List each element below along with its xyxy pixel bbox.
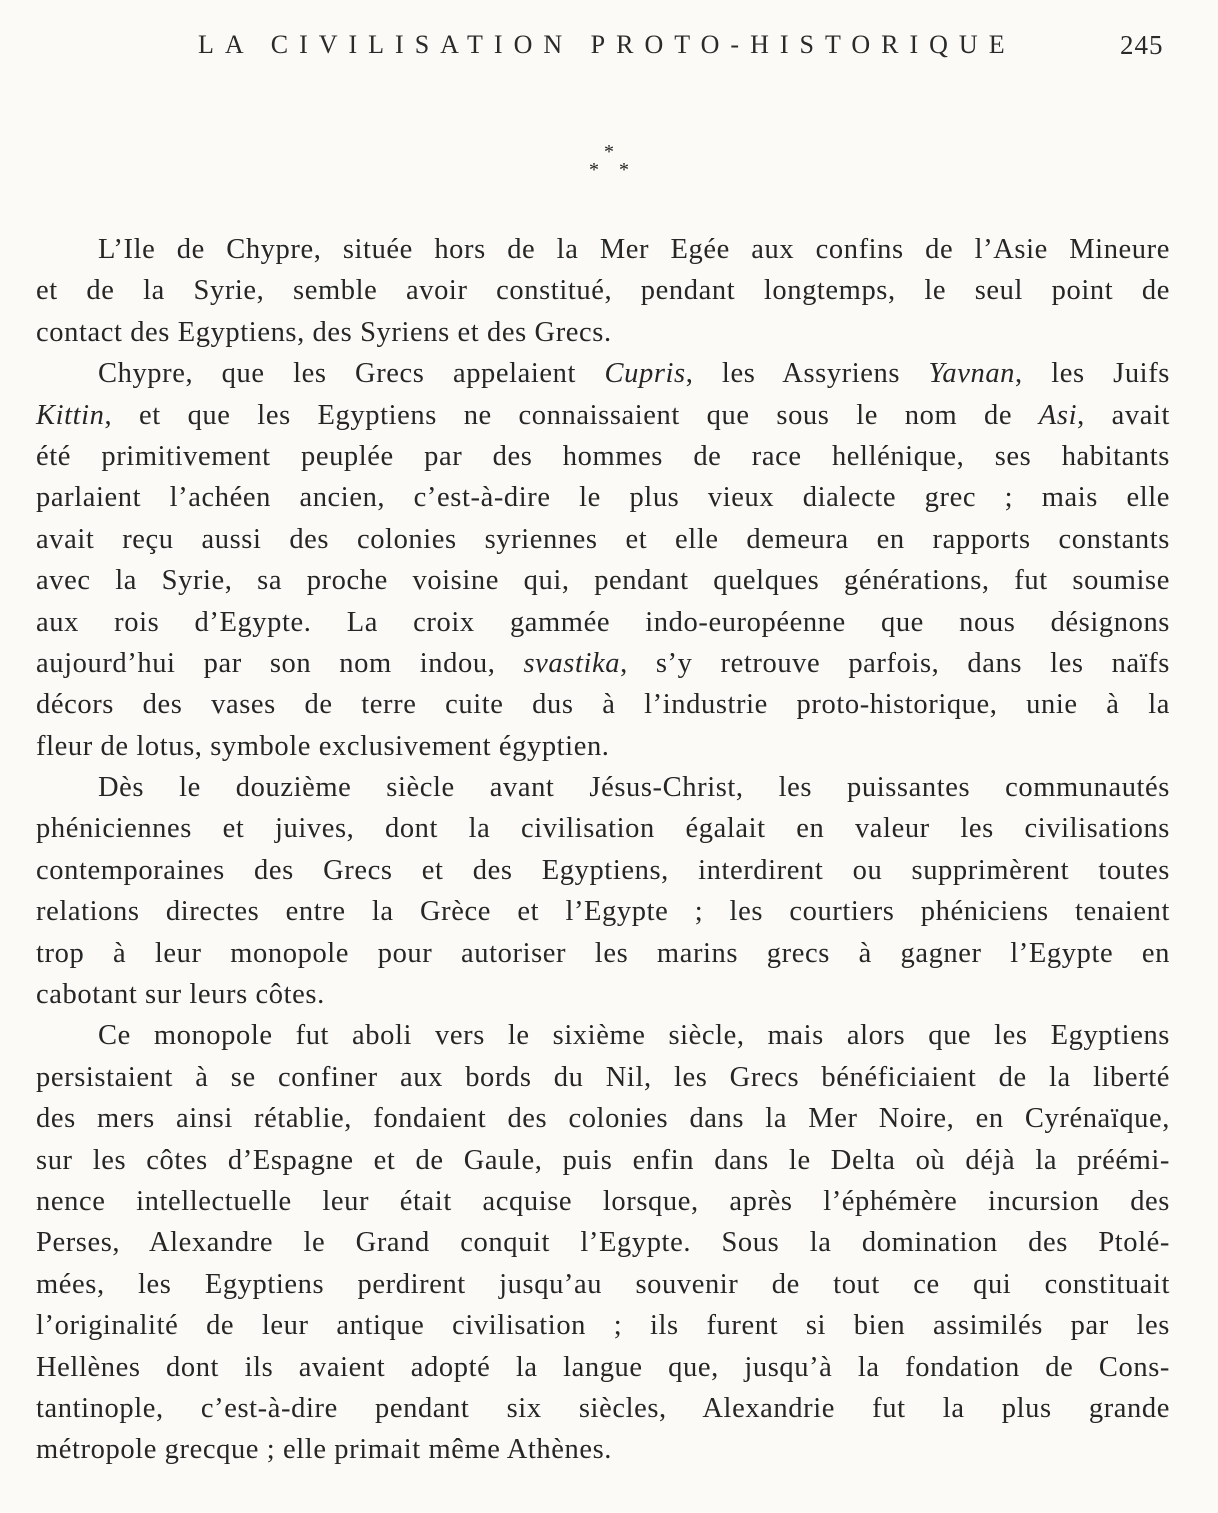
text-line: fleur de lotus, symbole exclusivement égyptien. bbox=[36, 730, 610, 762]
page-number: 245 bbox=[1120, 30, 1164, 60]
text-line: contemporaines des Grecs et des Egyptiens, interdirent ou supprimèrent toutes bbox=[36, 854, 1170, 886]
body-text bbox=[36, 229, 1170, 1471]
text-line: persistaient à se confiner aux bords du Nil, les Grecs bénéficiaient de la liberté bbox=[36, 1061, 1170, 1093]
text-run: , et que les Egyptiens ne connaissaient que sous le nom de bbox=[104, 399, 1039, 431]
text-run: , s’y retrouve parfois, dans les naïfs bbox=[620, 647, 1170, 679]
text-line: relations directes entre la Grèce et l’Egypte ; les courtiers phéniciens tenaient bbox=[36, 896, 1170, 928]
asterism-star: * bbox=[589, 159, 599, 181]
text-line: des mers ainsi rétablie, fondaient des colonies dans la Mer Noire, en Cyrénaïque, bbox=[36, 1103, 1170, 1135]
text-line: Dès le douzième siècle avant Jésus-Christ, les puissantes communautés bbox=[98, 772, 1170, 804]
paragraph bbox=[36, 229, 1170, 353]
text-line: Ce monopole fut aboli vers le sixième siècle, mais alors que les Egyptiens bbox=[98, 1020, 1170, 1052]
text-line: sur les côtes d’Espagne et de Gaule, puis enfin dans le Delta où déjà la préémi- bbox=[36, 1144, 1170, 1176]
italic-term: svastika bbox=[523, 647, 621, 679]
text-line: phéniciennes et juives, dont la civilisation égalait en valeur les civilisations bbox=[36, 813, 1170, 845]
text-line bbox=[36, 395, 1170, 436]
text-line: tantinople, c’est-à-dire pendant six siècles, Alexandrie fut la plus grande bbox=[36, 1392, 1170, 1424]
text-run: , les Assyriens bbox=[685, 358, 929, 390]
text-run: , avait bbox=[1077, 399, 1170, 431]
text-line: contact des Egyptiens, des Syriens et des Grecs. bbox=[36, 316, 612, 348]
text-line: décors des vases de terre cuite dus à l’industrie proto-historique, unie à la bbox=[36, 689, 1170, 721]
text-line: aux rois d’Egypte. La croix gammée indo-européenne que nous désignons bbox=[36, 606, 1170, 638]
asterism-section-break bbox=[585, 142, 635, 182]
text-run: aujourd’hui par son nom indou, bbox=[36, 647, 524, 679]
text-line: Hellènes dont ils avaient adopté la langue que, jusqu’à la fondation de Cons- bbox=[36, 1351, 1170, 1383]
text-line: cabotant sur leurs côtes. bbox=[36, 979, 325, 1011]
text-line: mées, les Egyptiens perdirent jusqu’au souvenir de tout ce qui constituait bbox=[36, 1268, 1170, 1300]
italic-term: Yavnan bbox=[928, 358, 1016, 390]
asterism-star: * bbox=[604, 141, 614, 163]
text-line: métropole grecque ; elle primait même Athènes. bbox=[36, 1434, 613, 1466]
text-line: nence intellectuelle leur était acquise lorsque, après l’éphémère incursion des bbox=[36, 1185, 1170, 1217]
text-line bbox=[36, 353, 1170, 394]
text-line: parlaient l’achéen ancien, c’est-à-dire le plus vieux dialecte grec ; mais elle bbox=[36, 482, 1170, 514]
italic-term: Kittin bbox=[36, 399, 105, 431]
asterism-star: * bbox=[619, 159, 629, 181]
text-line: été primitivement peuplée par des hommes de race hellénique, ses habitants bbox=[36, 440, 1170, 472]
text-line: trop à leur monopole pour autoriser les marins grecs à gagner l’Egypte en bbox=[36, 937, 1170, 969]
italic-term: Cupris bbox=[604, 358, 686, 390]
paragraph bbox=[36, 767, 1170, 1015]
text-line bbox=[36, 643, 1170, 684]
running-title: LA CIVILISATION PROTO-HISTORIQUE bbox=[198, 30, 1016, 59]
text-line: l’originalité de leur antique civilisation ; ils furent si bien assimilés par les bbox=[36, 1310, 1170, 1342]
paragraph bbox=[36, 353, 1170, 767]
italic-term: Asi bbox=[1038, 399, 1078, 431]
text-line: L’Ile de Chypre, située hors de la Mer Egée aux confins de l’Asie Mineure bbox=[98, 234, 1170, 265]
text-line: avait reçu aussi des colonies syriennes et elle demeura en rapports constants bbox=[36, 523, 1170, 555]
text-run: Chypre, que les Grecs appelaient bbox=[98, 358, 605, 390]
paragraph bbox=[36, 1015, 1170, 1470]
text-line: et de la Syrie, semble avoir constitué, pendant longtemps, le seul point de bbox=[36, 275, 1170, 307]
text-line: Perses, Alexandre le Grand conquit l’Egypte. Sous la domination des Ptolé- bbox=[36, 1227, 1170, 1259]
text-line: avec la Syrie, sa proche voisine qui, pendant quelques générations, fut soumise bbox=[36, 565, 1170, 597]
text-run: , les Juifs bbox=[1015, 358, 1170, 390]
